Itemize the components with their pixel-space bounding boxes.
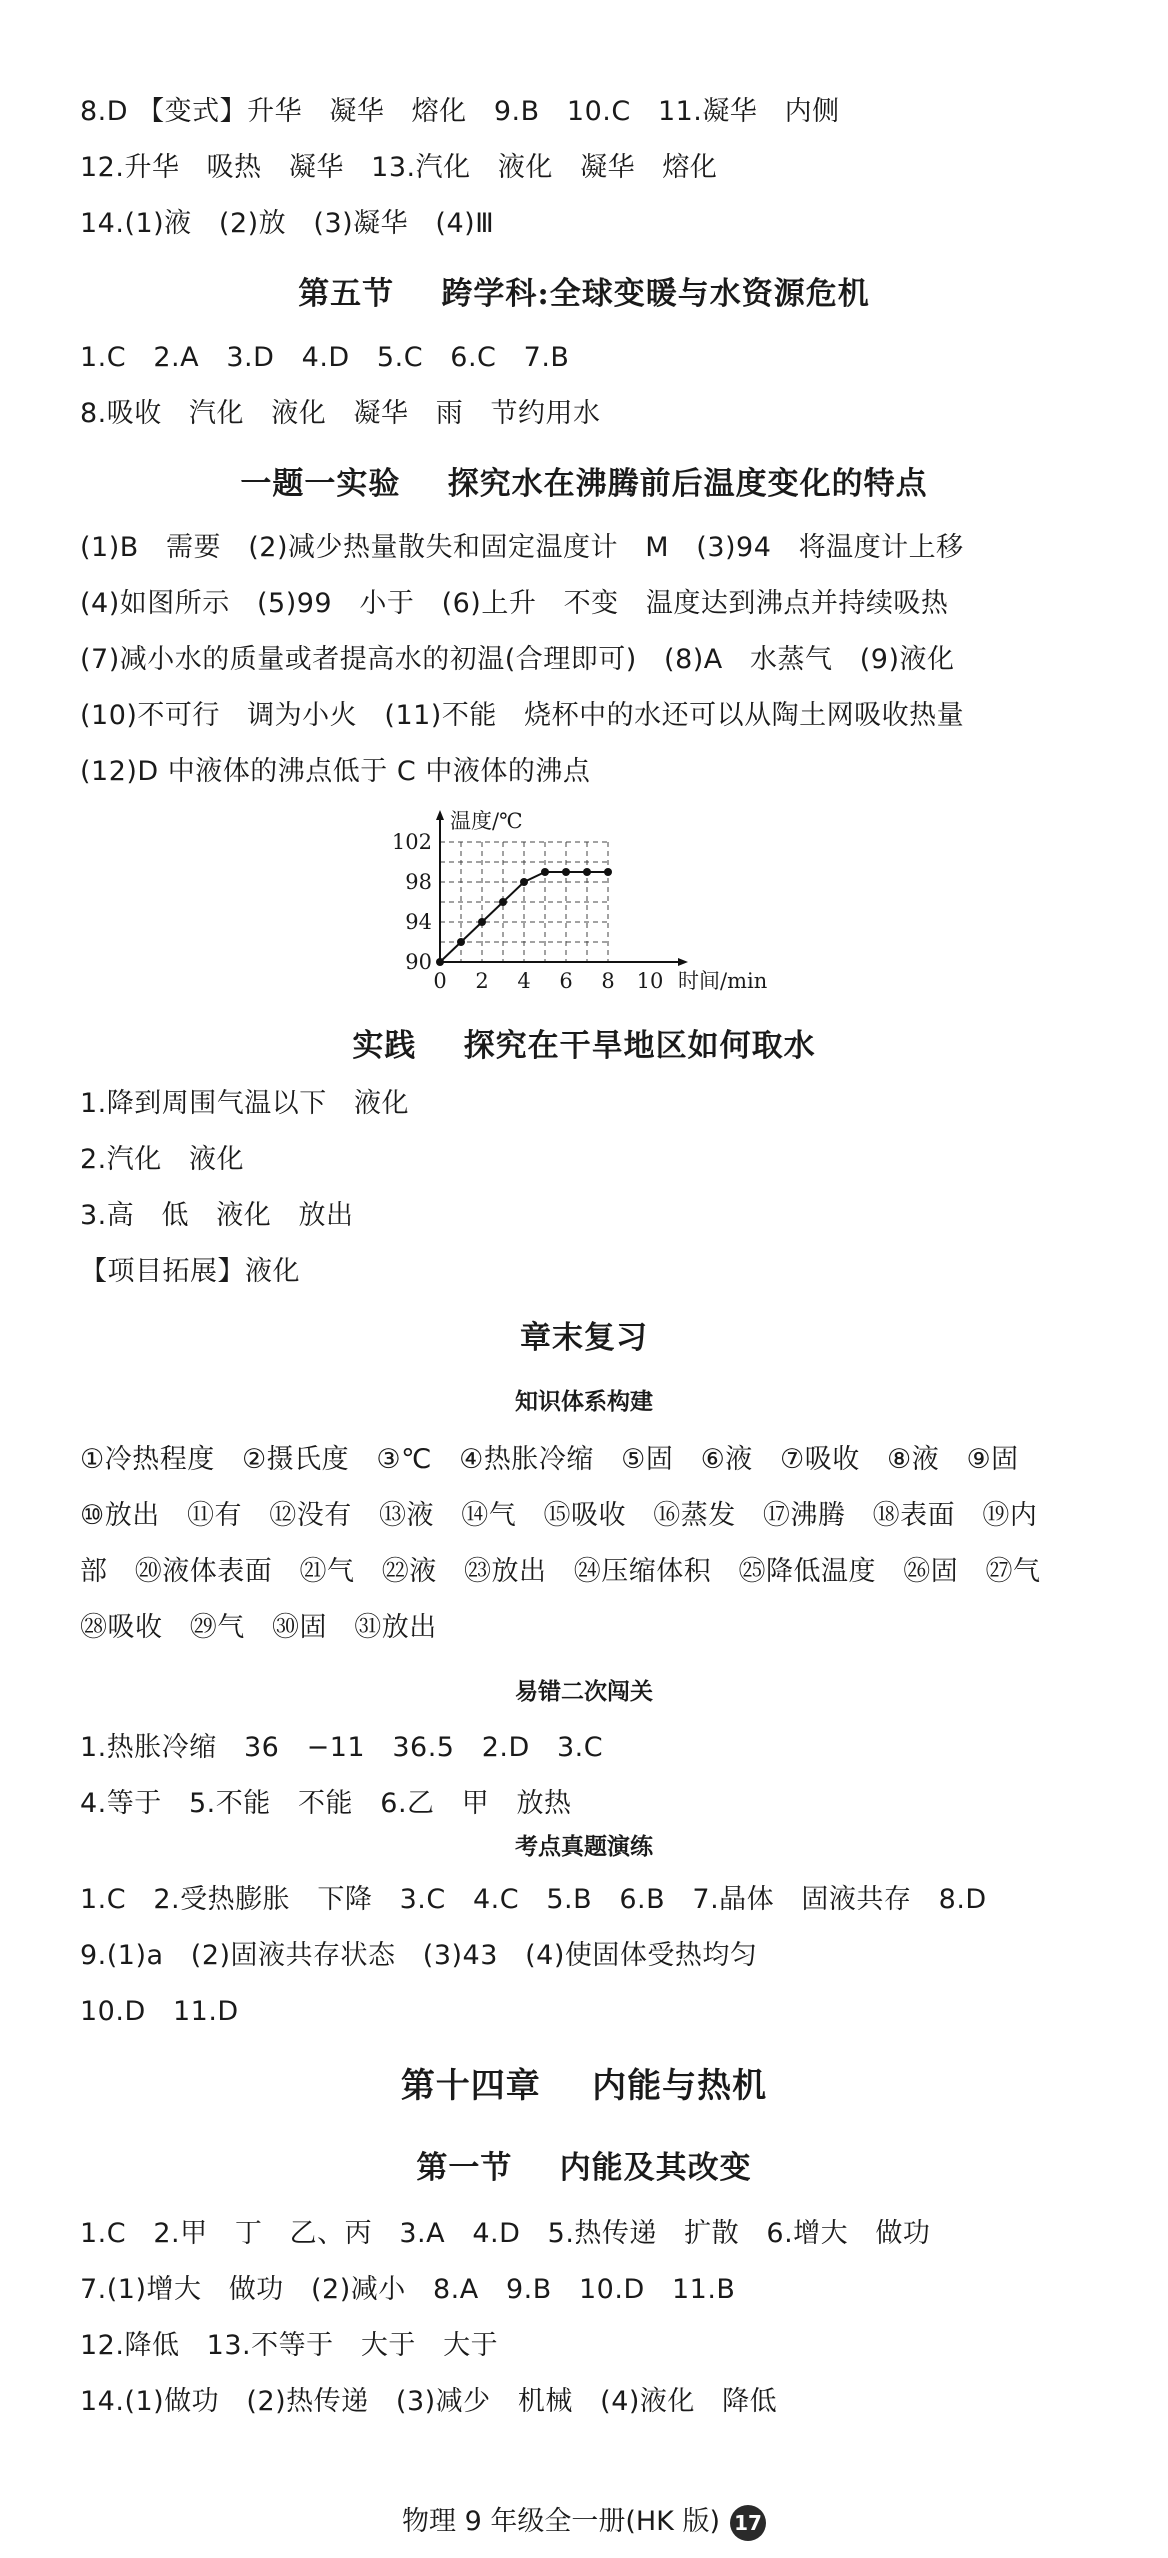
section-title: 第五节 跨学科:全球变暖与水资源危机 (298, 276, 870, 312)
footer-text: 物理 9 年级全一册(HK 版) (401, 2506, 720, 2537)
answer-line: (1)B 需要 (2)减少热量散失和固定温度计 M (3)94 将温度计上移 (80, 532, 964, 563)
section-title: 第一节 内能及其改变 (416, 2150, 752, 2186)
y-axis-arrow (436, 810, 444, 820)
chapter-title: 第十四章 内能与热机 (400, 2066, 768, 2106)
answer-line: (4)如图所示 (5)99 小于 (6)上升 不变 温度达到沸点并持续吸热 (80, 588, 949, 619)
data-point (583, 868, 591, 876)
answer-line: 1.C 2.甲 丁 乙、丙 3.A 4.D 5.热传递 扩散 6.增大 做功 (80, 2218, 931, 2249)
answer-line: (12)D 中液体的沸点低于 C 中液体的沸点 (80, 756, 591, 787)
answer-line: 2.汽化 液化 (80, 1144, 245, 1175)
answer-line: 12.升华 吸热 凝华 13.汽化 液化 凝华 熔化 (80, 152, 718, 183)
answer-line: 【项目拓展】液化 (80, 1256, 300, 1287)
page-footer (0, 2504, 1168, 2541)
section-title: 一题一实验 探究水在沸腾前后温度变化的特点 (240, 466, 928, 502)
x-axis-label: 时间/min (678, 969, 768, 993)
answer-line: 1.C 2.受热膨胀 下降 3.C 4.C 5.B 6.B 7.晶体 固液共存 8.D (80, 1884, 987, 1915)
answer-line: 14.(1)液 (2)放 (3)凝华 (4)Ⅲ (80, 208, 495, 239)
temperature-time-chart (380, 800, 820, 1000)
answer-line: 10.D 11.D (80, 1996, 239, 2027)
answer-line: 4.等于 5.不能 不能 6.乙 甲 放热 (80, 1788, 572, 1819)
y-tick-label: 90 (405, 950, 432, 974)
answer-line: (10)不可行 调为小火 (11)不能 烧杯中的水还可以从陶土网吸收热量 (80, 700, 965, 731)
data-point (541, 868, 549, 876)
y-tick-label: 98 (405, 870, 432, 894)
subsection-title: 易错二次闯关 (515, 1679, 653, 1705)
answer-line: 3.高 低 液化 放出 (80, 1200, 354, 1231)
y-tick-label: 102 (391, 830, 432, 854)
x-tick-label: 6 (559, 969, 573, 993)
subsection-title: 知识体系构建 (515, 1389, 653, 1415)
section-title: 章末复习 (520, 1320, 648, 1356)
answer-line: (7)减小水的质量或者提高水的初温(合理即可) (8)A 水蒸气 (9)液化 (80, 644, 955, 675)
answer-line: 8.吸收 汽化 液化 凝华 雨 节约用水 (80, 398, 601, 429)
answer-line: 部 ⑳液体表面 ㉑气 ㉒液 ㉓放出 ㉔压缩体积 ㉕降低温度 ㉖固 ㉗气 (80, 1556, 1041, 1587)
y-axis-label: 温度/℃ (450, 809, 523, 833)
answer-line: 9.(1)a (2)固液共存状态 (3)43 (4)使固体受热均匀 (80, 1940, 758, 1971)
data-point (436, 958, 444, 966)
x-tick-label: 4 (517, 969, 531, 993)
answer-line: ①冷热程度 ②摄氏度 ③℃ ④热胀冷缩 ⑤固 ⑥液 ⑦吸收 ⑧液 ⑨固 (80, 1444, 1019, 1475)
x-tick-label: 0 (433, 969, 447, 993)
answer-line: 1.热胀冷缩 36 −11 36.5 2.D 3.C (80, 1732, 604, 1763)
page-number: 17 (730, 2505, 766, 2541)
data-point (478, 918, 486, 926)
data-point (520, 878, 528, 886)
subsection-title: 考点真题演练 (515, 1834, 653, 1860)
x-tick-label: 8 (601, 969, 615, 993)
answer-line: 14.(1)做功 (2)热传递 (3)减少 机械 (4)液化 降低 (80, 2386, 778, 2417)
x-tick-label: 10 (636, 969, 664, 993)
answer-line: 7.(1)增大 做功 (2)减小 8.A 9.B 10.D 11.B (80, 2274, 736, 2305)
data-point (499, 898, 507, 906)
answer-line: 1.C 2.A 3.D 4.D 5.C 6.C 7.B (80, 342, 570, 373)
section-title: 实践 探究在干旱地区如何取水 (352, 1028, 816, 1064)
answer-line: ㉘吸收 ㉙气 ㉚固 ㉛放出 (80, 1612, 437, 1643)
x-axis-arrow (678, 958, 688, 966)
data-point (604, 868, 612, 876)
data-point (457, 938, 465, 946)
answer-line: 1.降到周围气温以下 液化 (80, 1088, 410, 1119)
data-point (562, 868, 570, 876)
x-tick-label: 2 (475, 969, 489, 993)
answer-line: 8.D 【变式】升华 凝华 熔化 9.B 10.C 11.凝华 内侧 (80, 96, 840, 127)
answer-line: ⑩放出 ⑪有 ⑫没有 ⑬液 ⑭气 ⑮吸收 ⑯蒸发 ⑰沸腾 ⑱表面 ⑲内 (80, 1500, 1038, 1531)
y-tick-label: 94 (405, 910, 432, 934)
answer-line: 12.降低 13.不等于 大于 大于 (80, 2330, 499, 2361)
